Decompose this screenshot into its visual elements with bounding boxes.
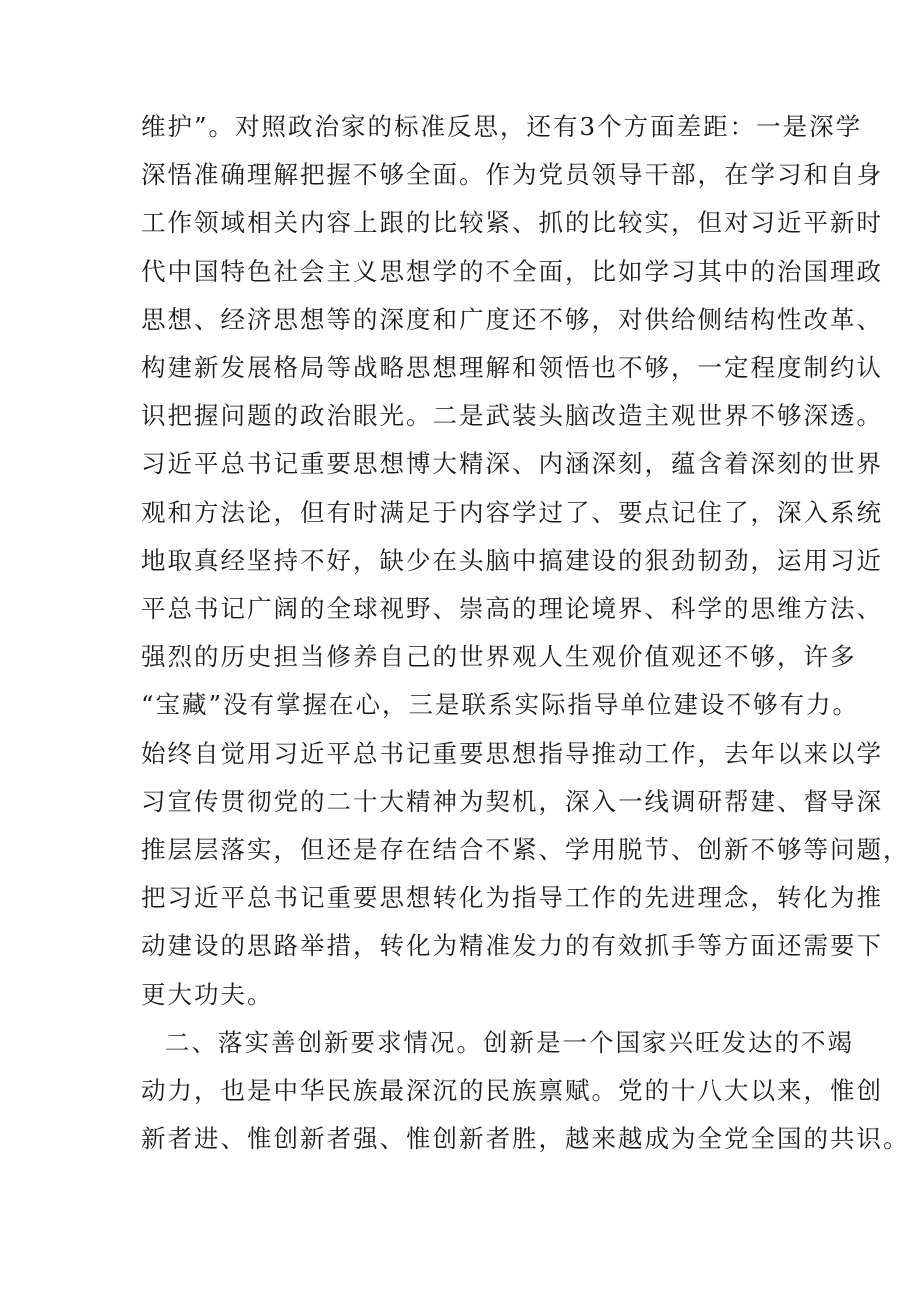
text-line: 强烈的历史担当修养自己的世界观人生观价值观还不够，许多 <box>141 642 857 672</box>
text-line: 代中国特色社会主义思想学的不全面，比如学习其中的治国理政 <box>141 256 883 286</box>
text-line: 平总书记广阔的全球视野、崇高的理论境界、科学的思维方法、 <box>141 594 883 624</box>
text-line: 地取真经坚持不好，缺少在头脑中搞建设的狠劲韧劲，运用习近 <box>141 545 883 575</box>
text-line: 动建设的思路举措，转化为精准发力的有效抓手等方面还需要下 <box>141 931 883 961</box>
text-line: 思想、经济思想等的深度和广度还不够，对供给侧结构性改革、 <box>141 304 883 334</box>
text-line: 推层层落实，但还是存在结合不紧、学用脱节、创新不够等问题， <box>141 835 910 865</box>
text-line: “宝藏”没有掌握在心，三是联系实际指导单位建设不够有力。 <box>141 690 860 720</box>
text-line: 识把握问题的政治眼光。二是武装头脑改造主观世界不够深透。 <box>141 401 883 431</box>
text-line: 习宣传贯彻党的二十大精神为契机，深入一线调研帮建、督导深 <box>141 786 883 816</box>
text-line: 动力，也是中华民族最深沉的民族禀赋。党的十八大以来，惟创 <box>141 1076 883 1106</box>
body-text <box>141 103 910 1163</box>
text-line: 维护”。对照政治家的标准反思，还有3个方面差距：一是深学 <box>141 112 863 141</box>
text-line: 习近平总书记重要思想博大精深、内涵深刻，蕴含着深刻的世界 <box>141 449 883 479</box>
text-line: 观和方法论，但有时满足于内容学过了、要点记住了，深入系统 <box>141 497 883 527</box>
text-line: 更大功夫。 <box>141 979 274 1009</box>
section-heading-line: 二、落实善创新要求情况。创新是一个国家兴旺发达的不竭 <box>165 1027 854 1057</box>
text-line: 始终自觉用习近平总书记重要思想指导推动工作，去年以来以学 <box>141 738 883 768</box>
text-line: 构建新发展格局等战略思想理解和领悟也不够，一定程度制约认 <box>141 353 883 383</box>
text-line: 把习近平总书记重要思想转化为指导工作的先进理念，转化为推 <box>141 883 883 913</box>
text-line: 深悟准确理解把握不够全面。作为党员领导干部，在学习和自身 <box>141 160 883 190</box>
text-line: 新者进、惟创新者强、惟创新者胜，越来越成为全党全国的共识。 <box>141 1124 910 1154</box>
text-line: 工作领域相关内容上跟的比较紧、抓的比较实，但对习近平新时 <box>141 208 883 238</box>
